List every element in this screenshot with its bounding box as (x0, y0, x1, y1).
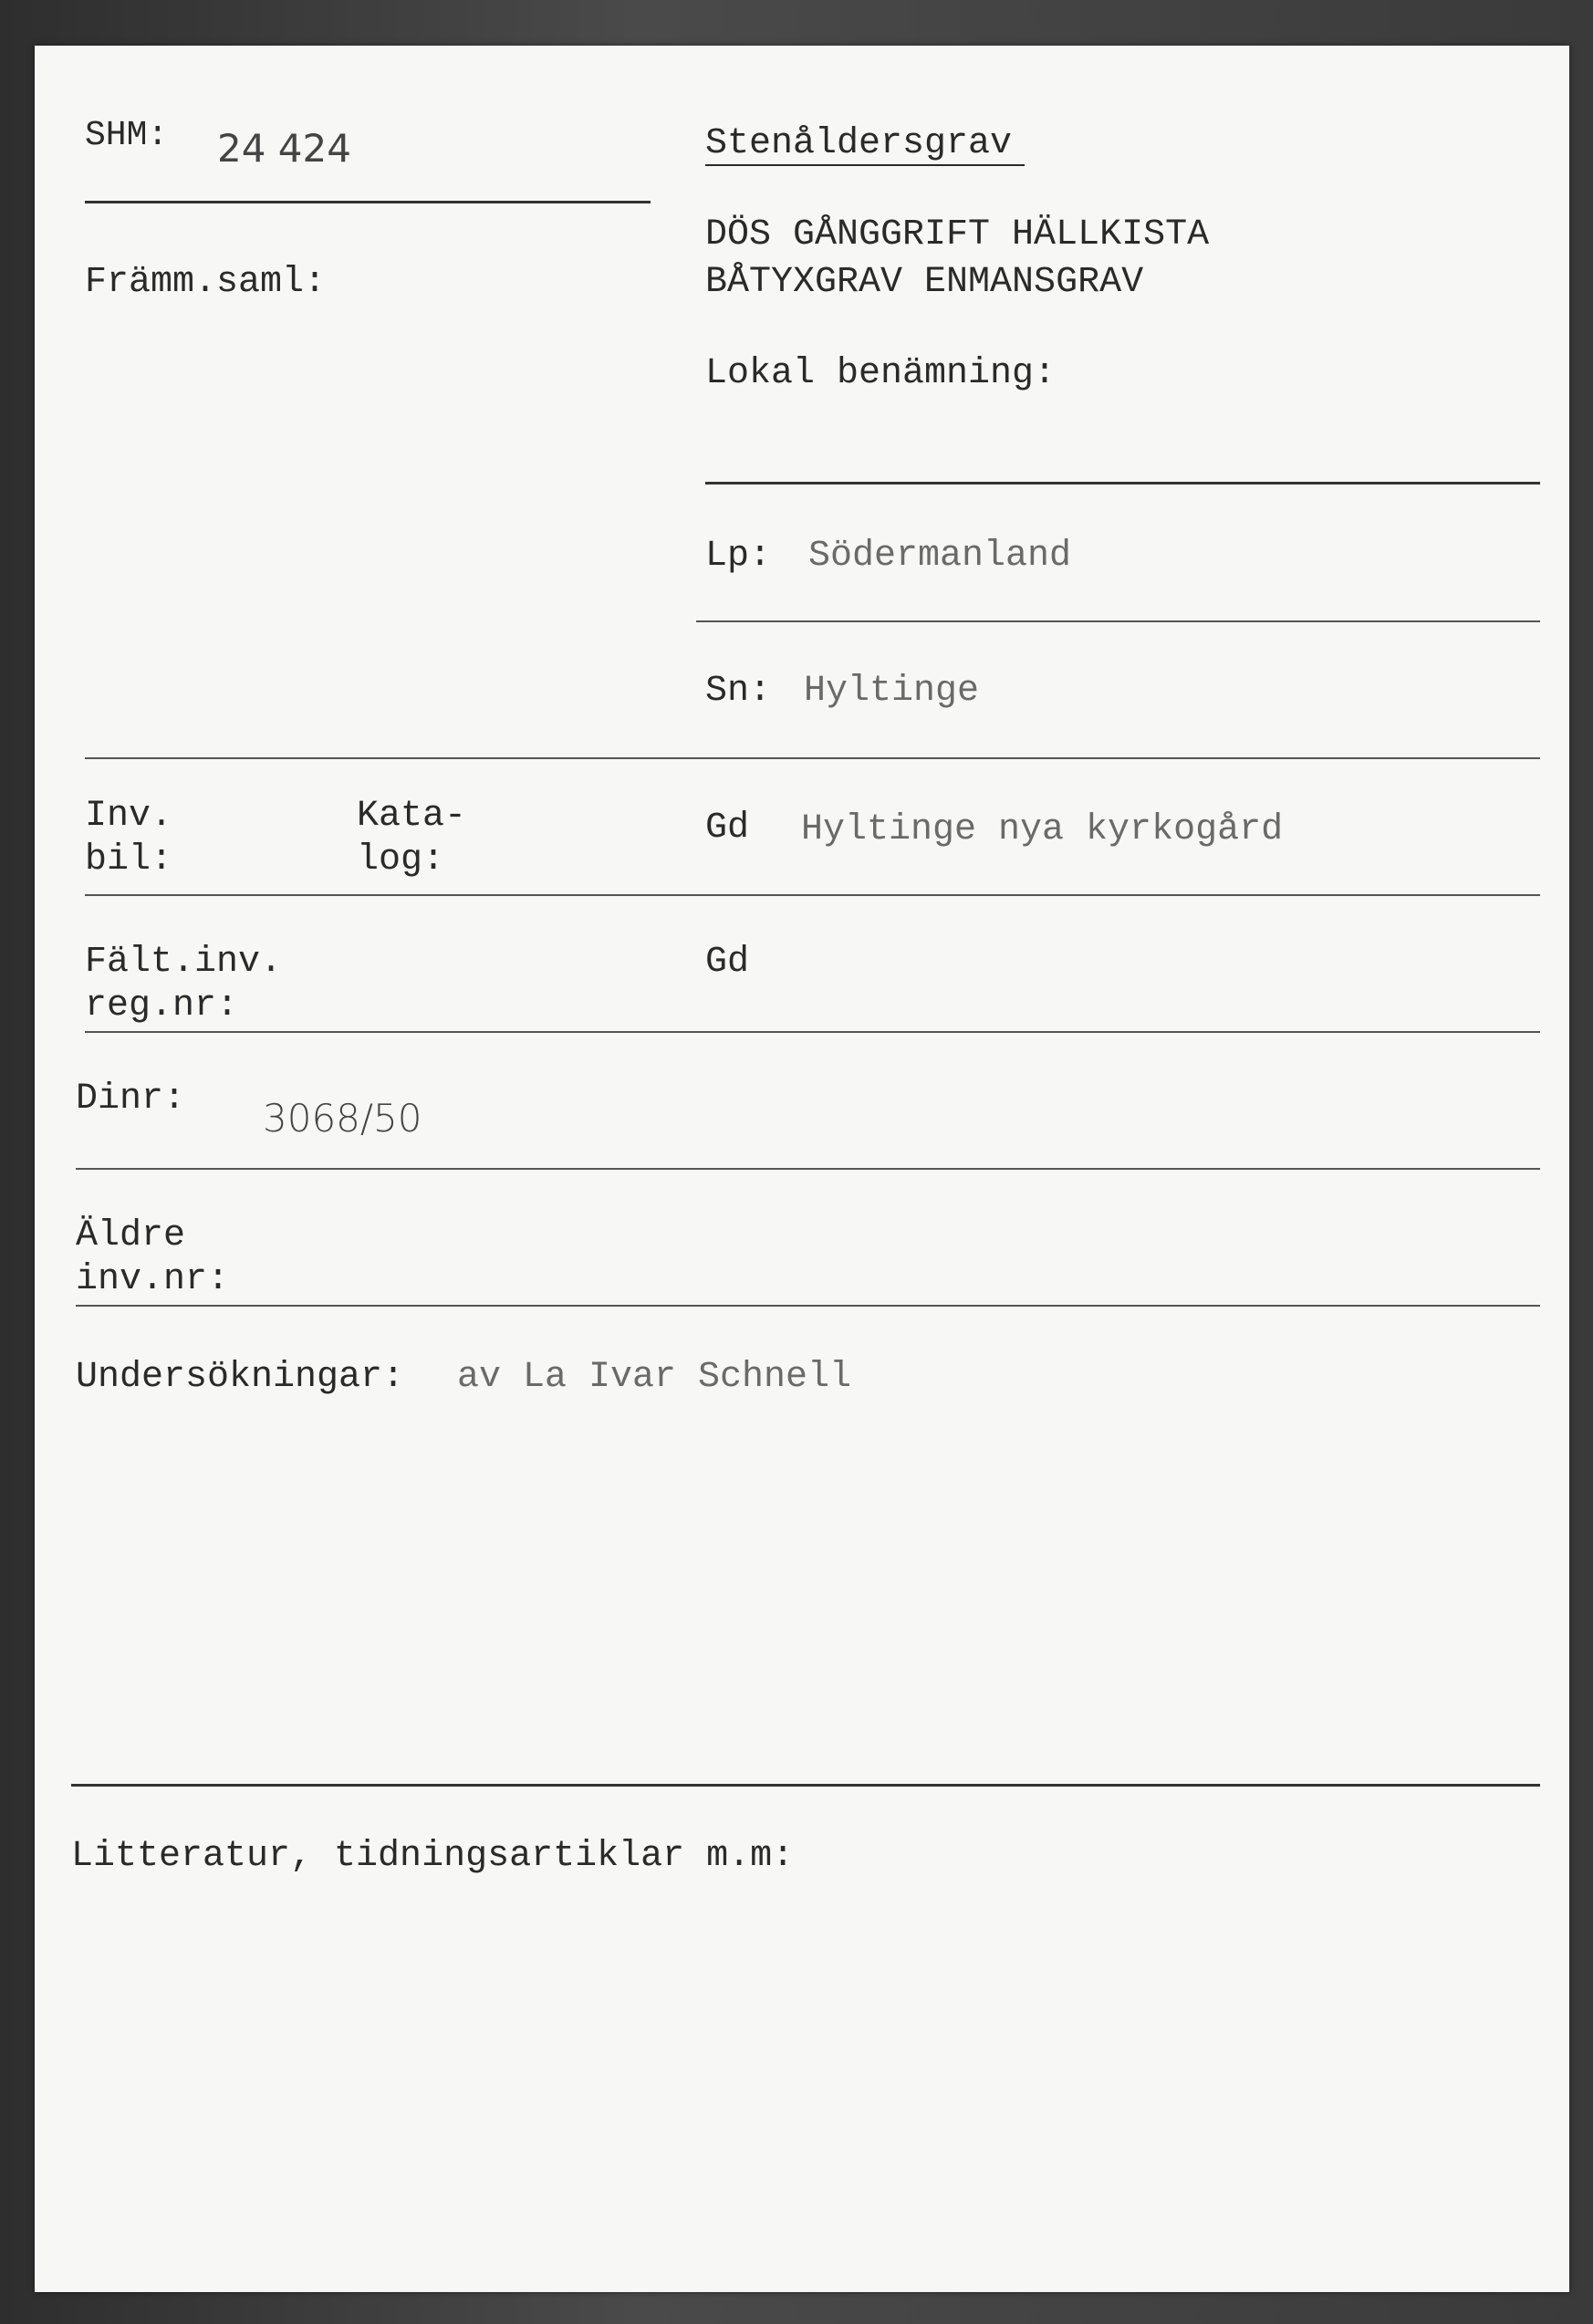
inv-divider (85, 894, 1540, 896)
lp-divider (696, 620, 1540, 622)
gd-label-2: Gd (705, 942, 750, 983)
index-card (35, 46, 1569, 2292)
lp-label: Lp: (705, 536, 772, 577)
aldre-label-1: Äldre (76, 1215, 186, 1256)
lokal-divider (705, 482, 1540, 485)
lokal-benamning-label: Lokal benämning: (705, 353, 1057, 394)
sn-label: Sn: (705, 671, 772, 712)
undersokningar-label: Undersökningar: (76, 1357, 405, 1398)
inv-label-1: Inv. (85, 796, 173, 837)
framm-saml-label: Främm.saml: (85, 262, 327, 303)
shm-divider (85, 201, 651, 203)
dinr-value: 3068/50 (263, 1096, 422, 1141)
category-heading: Stenåldersgrav (705, 123, 1013, 164)
undersokningar-value: av La Ivar Schnell (457, 1357, 852, 1398)
gd-value-1: Hyltinge nya kyrkogård (801, 809, 1284, 850)
category-underline (705, 164, 1025, 166)
sn-divider (85, 757, 1540, 759)
aldre-label-2: inv.nr: (76, 1259, 230, 1300)
dinr-label: Dinr: (76, 1079, 186, 1120)
grave-types-row1: DÖS GÅNGGRIFT HÄLLKISTA (705, 214, 1210, 255)
falt-label-2: reg.nr: (85, 985, 239, 1027)
shm-label: SHM: (85, 116, 169, 155)
aldre-divider (76, 1305, 1540, 1307)
sn-value: Hyltinge (804, 671, 980, 712)
inv-label-2: bil: (85, 839, 173, 881)
shm-number: 24 424 (217, 126, 351, 171)
undersokningar-divider (71, 1784, 1540, 1787)
falt-divider (85, 1031, 1540, 1033)
katalog-label-1: Kata- (357, 796, 467, 837)
litteratur-label: Litteratur, tidningsartiklar m.m: (71, 1836, 795, 1877)
falt-label-1: Fält.inv. (85, 942, 283, 983)
lp-value: Södermanland (808, 536, 1072, 577)
dinr-divider (76, 1168, 1540, 1170)
gd-label-1: Gd (705, 808, 750, 849)
katalog-label-2: log: (357, 839, 445, 881)
grave-types-row2: BÅTYXGRAV ENMANSGRAV (705, 262, 1144, 303)
